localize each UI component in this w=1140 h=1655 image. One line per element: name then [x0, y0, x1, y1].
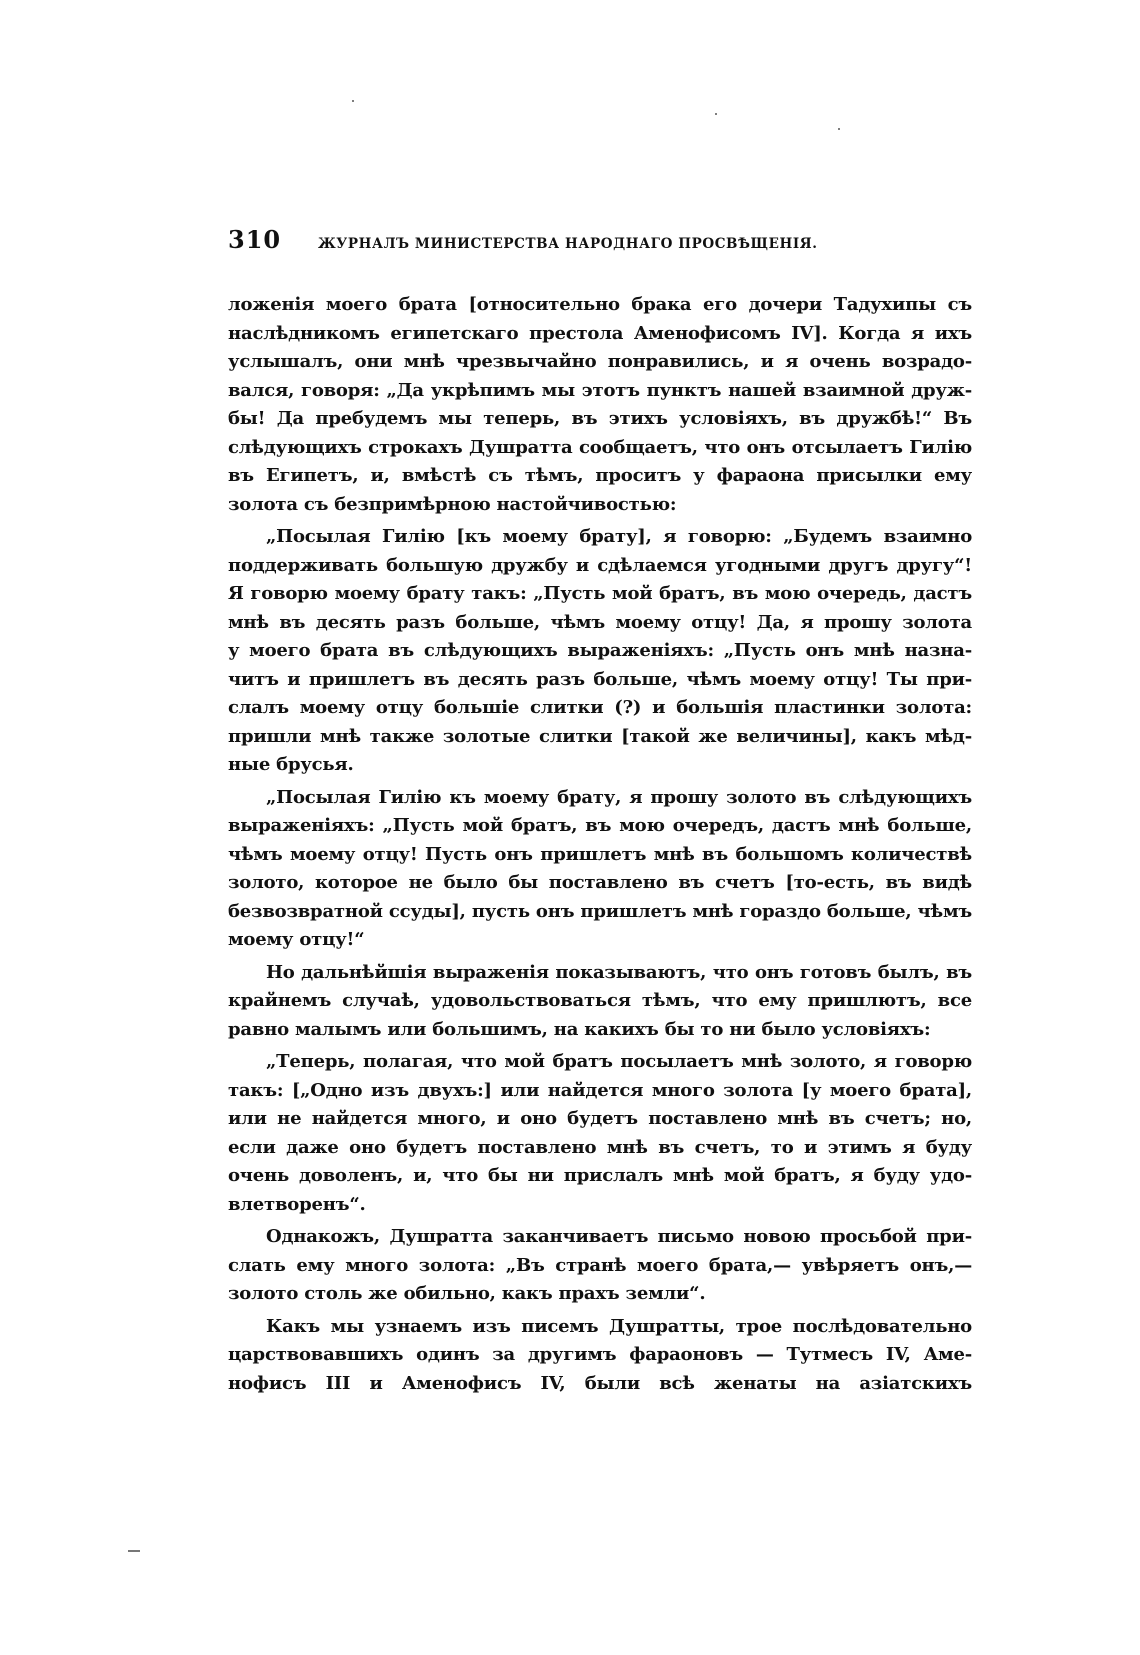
text-line: безвозвратной ссуды], пусть онъ пришлетъ мнѣ гораздо больше, чѣмъ — [228, 900, 972, 922]
text-line: крайнемъ случаѣ, удовольствоваться тѣмъ, что ему пришлютъ, все — [228, 990, 972, 1011]
text-line: слѣдующихъ строкахъ Душратта сообщаетъ, что онъ отсылаетъ Гилію — [228, 436, 972, 458]
body-text — [228, 291, 972, 1398]
text-line: наслѣдникомъ египетскаго престола Аменофисомъ IV]. Когда я ихъ — [228, 322, 972, 344]
text-line: слалъ моему отцу большіе слитки (?) и большія пластинки золота: — [228, 697, 972, 718]
text-line: поддерживать большую дружбу и сдѣлаемся угодными другъ другу“! — [228, 554, 972, 576]
text-line: „Посылая Гилію [къ моему брату], я говорю: „Будемъ взаимно — [266, 526, 972, 547]
text-line: или не найдется много, и оно будетъ поставлено мнѣ въ счетъ; но, — [228, 1108, 972, 1129]
text-line: вался, говоря: „Да укрѣпимъ мы этотъ пунктъ нашей взаимной друж- — [228, 379, 972, 401]
text-line: слать ему много золота: „Въ странѣ моего брата,— увѣряетъ онъ,— — [228, 1254, 972, 1276]
scan-speck — [352, 100, 354, 102]
text-line: моему отцу!“ — [228, 929, 365, 950]
text-line: услышалъ, они мнѣ чрезвычайно понравились, и я очень возрадо- — [228, 351, 972, 372]
paragraph — [228, 784, 972, 955]
book-page — [228, 225, 972, 1398]
running-title: ЖУРНАЛЪ МИНИСТЕРСТВА НАРОДНАГО ПРОСВѢЩЕНІЯ. — [318, 236, 818, 252]
scan-speck — [715, 113, 717, 115]
text-line: ные брусья. — [228, 754, 354, 775]
text-line: золото столь же обильно, какъ прахъ земли“. — [228, 1283, 706, 1304]
text-line: Однакожъ, Душратта заканчиваетъ письмо новою просьбой при- — [266, 1226, 972, 1247]
text-line: у моего брата въ слѣдующихъ выраженіяхъ: „Пусть онъ мнѣ назна- — [228, 640, 972, 661]
page-header — [228, 225, 972, 265]
paragraph — [228, 523, 972, 780]
text-line: если даже оно будетъ поставлено мнѣ въ счетъ, то и этимъ я буду — [228, 1136, 972, 1158]
scan-speck — [838, 128, 840, 130]
text-line: такъ: [„Одно изъ двухъ:] или найдется много золота [у моего брата], — [228, 1079, 972, 1101]
text-line: нофисъ III и Аменофисъ IV, были всѣ женаты на азіатскихъ — [228, 1372, 972, 1394]
text-line: бы! Да пребудемъ мы теперь, въ этихъ условіяхъ, въ дружбѣ!“ Въ — [228, 408, 972, 429]
text-line: золота съ безпримѣрною настойчивостью: — [228, 493, 677, 515]
paragraph — [228, 1223, 972, 1309]
paragraph — [228, 1313, 972, 1399]
text-line: мнѣ въ десять разъ больше, чѣмъ моему отцу! Да, я прошу золота — [228, 611, 972, 633]
text-line: влетворенъ“. — [228, 1193, 366, 1215]
text-line: „Посылая Гилію къ моему брату, я прошу золото въ слѣдующихъ — [266, 786, 972, 808]
paragraph — [228, 291, 972, 519]
text-line: „Теперь, полагая, что мой братъ посылаетъ мнѣ золото, я говорю — [266, 1051, 972, 1072]
text-line: чѣмъ моему отцу! Пусть онъ пришлетъ мнѣ въ большомъ количествѣ — [228, 843, 972, 865]
text-line: выраженіяхъ: „Пусть мой братъ, въ мою очередъ, дастъ мнѣ больше, — [228, 815, 972, 836]
text-line: Какъ мы узнаемъ изъ писемъ Душратты, трое послѣдовательно — [266, 1315, 972, 1337]
paragraph — [228, 959, 972, 1045]
text-line: читъ и пришлетъ въ десять разъ больше, чѣмъ моему отцу! Ты при- — [228, 668, 972, 690]
page-number: 310 — [228, 225, 282, 254]
text-line: очень доволенъ, и, что бы ни прислалъ мнѣ мой братъ, я буду удо- — [228, 1165, 972, 1186]
paragraph — [228, 1048, 972, 1219]
text-line: равно малымъ или большимъ, на какихъ бы то ни было условіяхъ: — [228, 1018, 931, 1040]
margin-mark — [128, 1550, 140, 1552]
text-line: Я говорю моему брату такъ: „Пусть мой братъ, въ мою очередь, дастъ — [228, 583, 972, 604]
text-line: царствовавшихъ одинъ за другимъ фараоновъ — Тутмесъ IV, Аме- — [228, 1344, 972, 1365]
text-line: въ Египетъ, и, вмѣстѣ съ тѣмъ, проситъ у фараона присылки ему — [228, 465, 972, 486]
text-line: золото, которое не было бы поставлено въ счетъ [то-есть, въ видѣ — [228, 872, 972, 893]
text-line: Но дальнѣйшія выраженія показываютъ, что онъ готовъ былъ, въ — [266, 961, 972, 983]
text-line: пришли мнѣ также золотые слитки [такой же величины], какъ мѣд- — [228, 725, 972, 747]
text-line: ложенія моего брата [относительно брака его дочери Тадухипы съ — [228, 294, 972, 315]
